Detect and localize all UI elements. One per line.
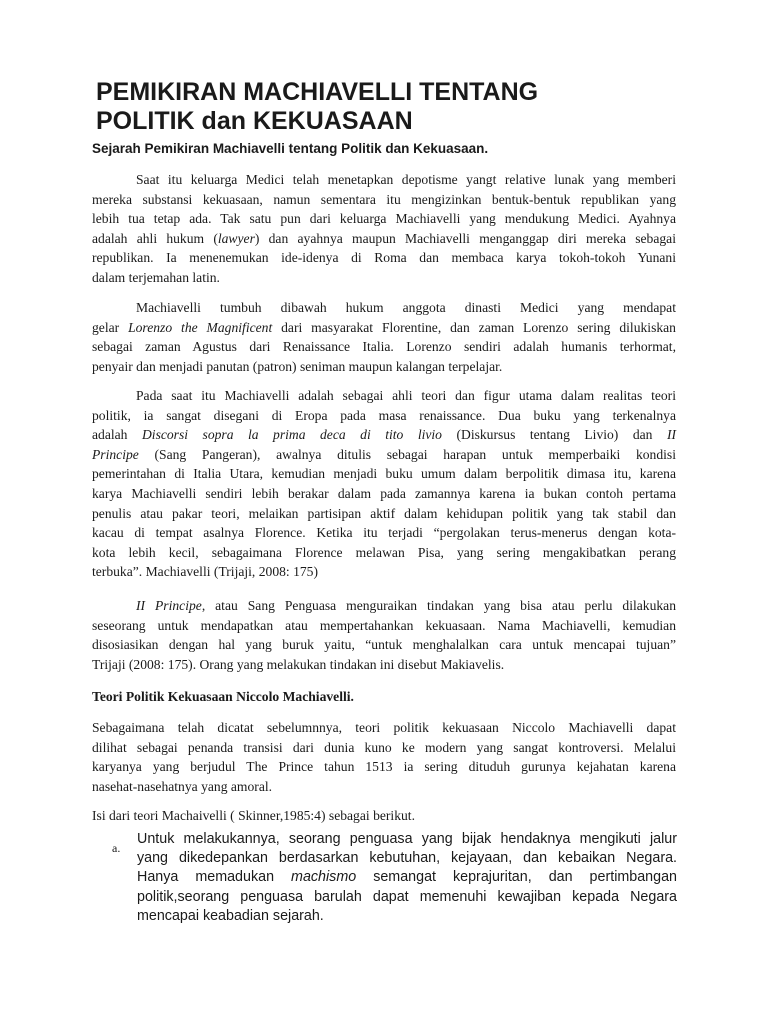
paragraph: [92, 596, 676, 674]
text-line: [137, 868, 677, 887]
text-line: penulis atau pakar teori, melaikan partisipan aktif dalam kehidupan politik yang tak stabil dan: [92, 505, 676, 521]
text-line: Untuk melakukannya, seorang penguasa yang bijak hendaknya mengikuti jalur: [137, 831, 677, 847]
text-run: ) dan ayahnya maupun Machiavelli menganggap diri mereka sebagai: [254, 230, 676, 246]
italic-term: Discorsi sopra la prima deca di tito livio: [141, 427, 442, 443]
section-heading: Teori Politik Kekuasaan Niccolo Machiavelli.: [92, 689, 354, 704]
text-line: Pada saat itu Machiavelli adalah sebagai ahli teori dan figur utama dalam realitas teori: [136, 388, 676, 403]
text-run: adalah ahli hukum (: [92, 230, 218, 246]
italic-term: machismo: [291, 869, 357, 886]
paragraph: [92, 170, 676, 288]
list-item: [137, 830, 677, 926]
italic-term: II Principe: [136, 598, 202, 613]
text-line: penyair dan menjadi panutan (patron) seniman maupun kalangan terpelajar.: [92, 358, 503, 374]
text-line: [92, 318, 676, 338]
section-subtitle: Sejarah Pemikiran Machiavelli tentang Politik dan Kekuasaan.: [92, 141, 489, 156]
text-run: (Diskursus tentang Livio) dan: [441, 427, 667, 443]
text-line: karya Machiavelli sendiri lebih berakar dalam pada zamannya karena ia bukan contoh pertama: [92, 485, 676, 501]
text-line: republikan. Ia menenemukan ide-idenya di Roma dan membaca karya tokoh-tokoh Yunani: [92, 250, 676, 266]
text-line: mereka substansi kekuasaan, namun sementara itu mengizinkan bentuk-bentuk republikan yang: [92, 191, 676, 207]
text-line: [92, 445, 676, 465]
text-line: dalam terjemahan latin.: [92, 269, 220, 285]
italic-term: Lorenzo the Magnificent: [128, 319, 273, 335]
paragraph: [92, 806, 676, 826]
text-line: Saat itu keluarga Medici telah menetapkan depotisme yangt relative lunak yang memberi: [136, 172, 676, 187]
paragraph: [92, 298, 676, 376]
text-line: seseorang untuk mendapatkan atau mempertahankan kekuasaan. Nama Machiavelli, kemudian: [92, 617, 676, 633]
list-marker: a.: [112, 841, 121, 855]
text-line: yang dikedepankan berdasarkan kebutuhan, kejayaan, dan kebaikan Negara.: [137, 850, 677, 867]
text-line: nasehat-nasehatnya yang amoral.: [92, 778, 273, 794]
italic-term: II: [666, 427, 676, 443]
text-line: [92, 425, 676, 445]
text-line: sebagai zaman Agustus dari Renaissance Italia. Lorenzo sendiri adalah humanis terhormat,: [92, 339, 676, 355]
text-line: kota lebih kecil, sebagaimana Florence melawan Pisa, yang sering mengakibatkan perang: [92, 544, 676, 560]
text-line: kacau di tempat asalnya Florence. Ketika itu terjadi “pergolakan terus-menerus dengan kota-: [92, 525, 676, 541]
text-line: politik, ia sangat disegani di Eropa pada masa renaissance. Dua buku yang terkenalnya: [92, 407, 676, 423]
text-line: Trijaji (2008: 175). Orang yang melakukan tindakan ini disebut Makiavelis.: [92, 656, 505, 672]
text-line: politik,seorang penguasa barulah dapat memenuhi kewajiban kepada Negara: [137, 888, 677, 905]
text-run: gelar: [92, 319, 129, 335]
document-title: [96, 78, 696, 136]
text-run: (Sang Pangeran), awalnya ditulis sebagai harapan untuk memperbaiki kondisi: [138, 446, 676, 462]
text-line: pemerintahan di Italia Utara, kemudian menjadi buku umum dalam berpolitik dimasa itu, karena: [92, 466, 676, 482]
title-line: POLITIK dan KEKUASAAN: [96, 107, 413, 135]
text-line: [92, 596, 676, 616]
text-line: karyanya yang berjudul The Prince tahun 1513 ia sering dituduh gurunya kejahatan karena: [92, 759, 676, 775]
italic-term: lawyer: [217, 230, 255, 246]
text-line: mencapai keabadian sejarah.: [137, 907, 324, 924]
text-line: Sebagaimana telah dicatat sebelumnnya, teori politik kekuasaan Niccolo Machiavelli dapat: [92, 720, 676, 735]
text-line: disosiasikan dengan hal yang buruk yaitu, “untuk menghalalkan cara untuk mencapai tujuan”: [92, 637, 676, 653]
text-line: Isi dari teori Machaivelli ( Skinner,1985:4) sebagai berikut.: [92, 808, 415, 823]
text-run: , atau Sang Penguasa menguraikan tindakan yang bisa atau perlu dilakukan: [201, 598, 677, 613]
text-line: terbuka”. Machiavelli (Trijaji, 2008: 175): [92, 564, 319, 580]
title-line: PEMIKIRAN MACHIAVELLI TENTANG: [96, 78, 539, 106]
text-run: Hanya memadukan: [137, 869, 292, 886]
text-run: adalah: [92, 427, 142, 443]
paragraph: [92, 718, 676, 796]
paragraph: [92, 386, 676, 582]
italic-term: Principe: [92, 446, 139, 462]
text-line: lebih tua tetap ada. Tak satu pun dari keluarga Machiavelli yang mendukung Medici. Ayahnya: [92, 211, 676, 227]
text-line: Machiavelli tumbuh dibawah hukum anggota dinasti Medici yang mendapat: [136, 300, 676, 315]
text-line: [92, 229, 676, 249]
text-line: dilihat sebagai penanda transisi dari dunia kuno ke modern yang sangat kontroversi. Melalui: [92, 739, 676, 755]
text-run: semangat keprajuritan, dan pertimbangan: [356, 869, 677, 886]
text-run: dari masyarakat Florentine, dan zaman Lorenzo sering dilukiskan: [272, 319, 676, 335]
